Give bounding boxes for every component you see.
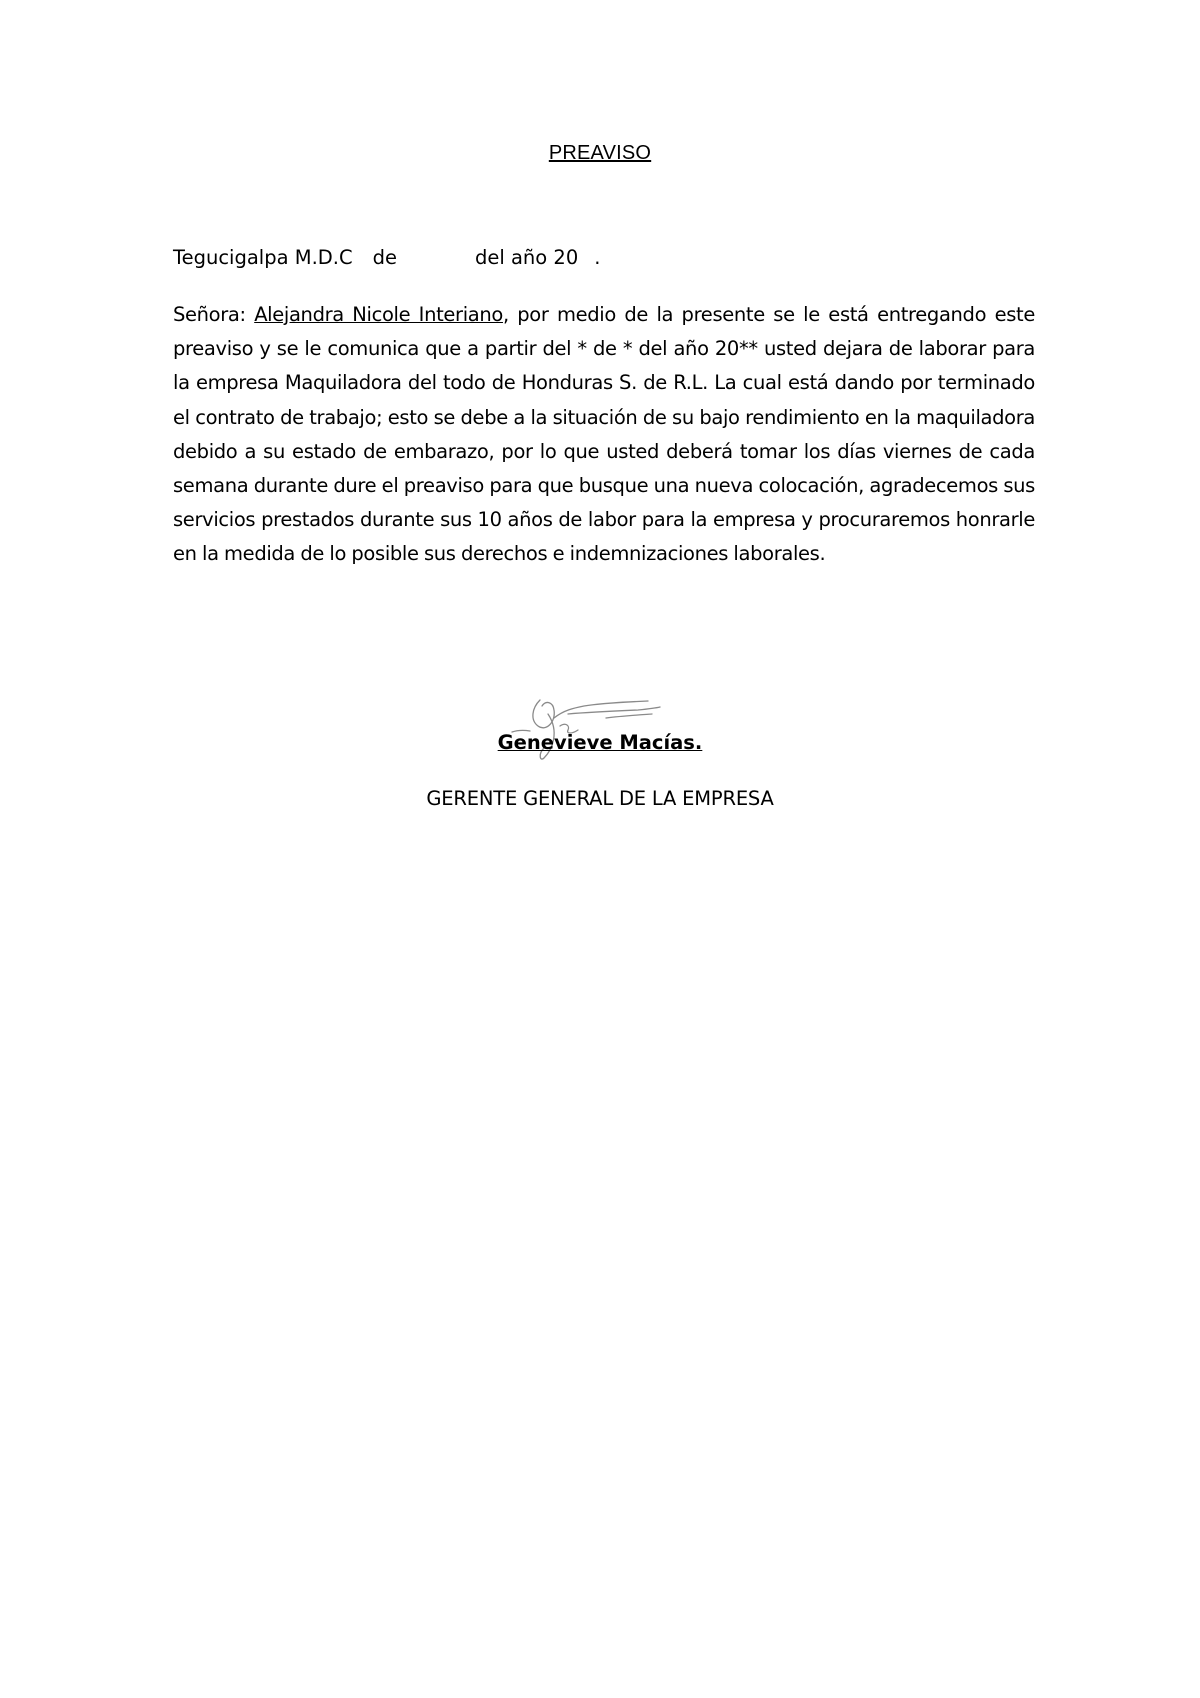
signer-name: Genevieve Macías. — [497, 731, 703, 754]
document-title: PREAVISO — [548, 142, 652, 164]
letter-paragraph — [173, 298, 1035, 572]
signer-position: GERENTE GENERAL DE LA EMPRESA — [426, 787, 774, 810]
date-del-ano: del año 20 — [474, 246, 579, 269]
letter-body: , por medio de la presente se le está entregando este preaviso y se le comunica que a partir del * de * del año 20** usted dejara de laborar para la empresa Maquiladora del todo de Honduras S. de R.L. La cual está dando por terminado el contrato de trabajo; esto se debe a la situación de su bajo rendimiento en la maquiladora debido a su estado de embarazo, por lo que usted deberá tomar los días viernes de cada semana durante dure el preaviso para que busque una nueva colocación, agradecemos sus servicios prestados durante sus 10 años de labor para la empresa y procuraremos honrarle en la medida de lo posible sus derechos e indemnizaciones laborales. — [173, 303, 1035, 566]
signature-block — [0, 700, 1200, 820]
date-line — [173, 245, 1053, 271]
date-end: . — [594, 246, 601, 269]
letter-addressee: Alejandra Nicole Interiano — [254, 303, 503, 326]
date-de: de — [372, 246, 397, 269]
date-city: Tegucigalpa M.D.C — [173, 246, 353, 269]
letter-salutation: Señora: — [173, 303, 255, 326]
